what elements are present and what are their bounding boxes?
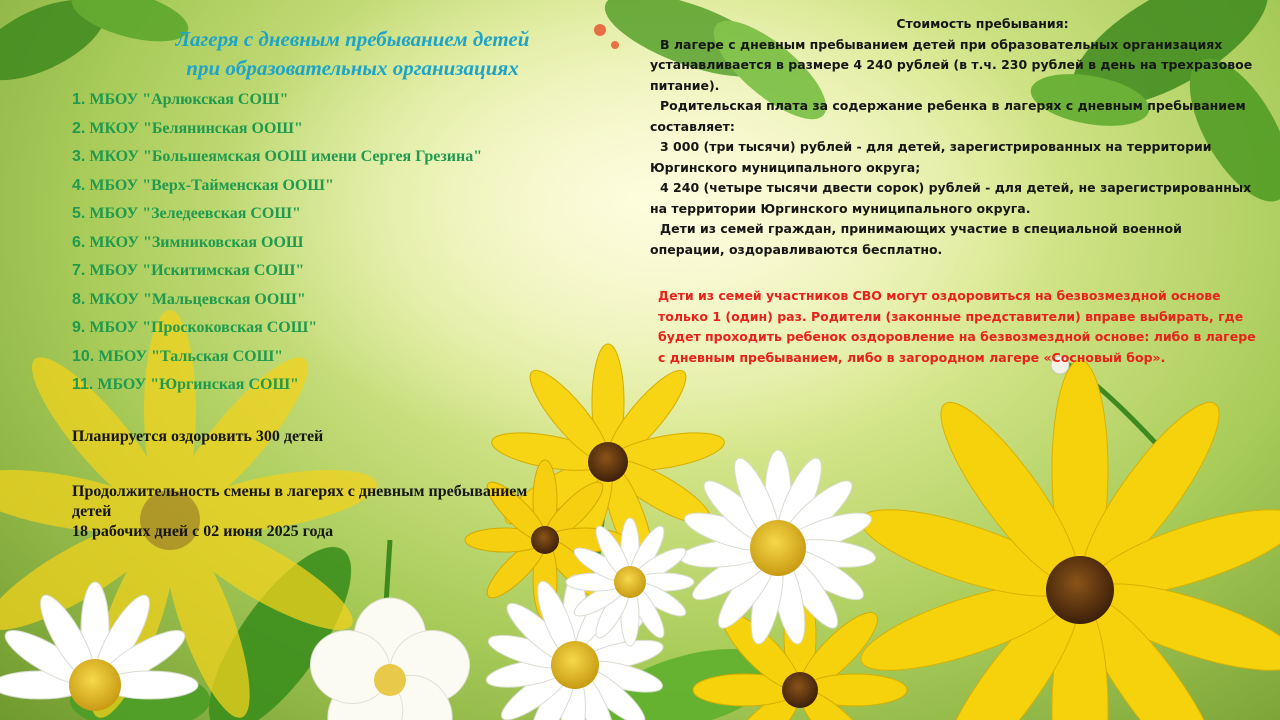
- shift-duration-line-3: 18 рабочих дней с 02 июня 2025 года: [72, 523, 334, 540]
- list-item: [72, 200, 482, 229]
- list-item: [72, 343, 482, 372]
- camp-list: [72, 86, 482, 400]
- list-item-number: 5.: [72, 205, 86, 222]
- shift-duration-line-2: детей: [72, 503, 112, 520]
- list-item: [72, 115, 482, 144]
- cost-paragraph: Родительская плата за содержание ребенка в лагерях с дневным пребыванием составляет:: [650, 98, 1246, 134]
- list-item: [72, 172, 482, 201]
- list-item-number: 1.: [72, 91, 86, 108]
- list-item: [72, 229, 482, 258]
- list-item-name: МКОУ "Зимниковская ООШ: [85, 233, 304, 251]
- list-item-number: 2.: [72, 119, 86, 137]
- list-item-name: МБОУ "Тальская СОШ": [94, 347, 284, 365]
- list-item: [72, 143, 482, 172]
- list-item-name: МКОУ "Большеямская ООШ имени Сергея Грезина": [85, 148, 483, 165]
- list-item: [72, 286, 482, 315]
- list-item: [72, 371, 482, 400]
- yellow-flower-large: [853, 360, 1280, 720]
- list-item-name: МКОУ "Мальцевская ООШ": [85, 290, 306, 308]
- svo-notice: Дети из семей участников СВО могут оздоровиться на безвозмездной основе только 1 (один) раз. Родители (законные представители) вправе выбирать, где будет проходить ребенок оздоровление на безвозмездной основе: либо в лагере с дневным пребыванием, либо в загородном лагере «Сосновый бор».: [658, 288, 1256, 365]
- daisy-center: [679, 450, 877, 647]
- page-title-line-1: Лагеря с дневным пребыванием детей: [175, 27, 530, 51]
- list-item: [72, 257, 482, 286]
- list-item-number: 9.: [72, 319, 86, 336]
- list-item-number: 7.: [72, 262, 86, 279]
- cost-paragraph: В лагере с дневным пребыванием детей при образовательных организациях устанавливается в размере 4 240 рублей (в т.ч. 230 рублей в день на трехразовое питание).: [650, 36, 1253, 93]
- list-item-number: 4.: [72, 176, 86, 194]
- plan-text: Планируется оздоровить 300 детей: [72, 428, 324, 445]
- list-item-number: 8.: [72, 290, 86, 308]
- cost-paragraph: 3 000 (три тысячи) рублей - для детей, зарегистрированных на территории Юргинского муниципального округа;: [650, 139, 1212, 175]
- list-item-number: 11.: [72, 376, 94, 393]
- list-item: [72, 86, 482, 115]
- cost-paragraph: Дети из семей граждан, принимающих участие в специальной военной операции, оздоравливаются бесплатно.: [650, 221, 1182, 257]
- list-item-name: МБОУ "Юргинская СОШ": [93, 376, 299, 393]
- shift-duration-line-1: Продолжительность смены в лагерях с дневным пребыванием: [72, 483, 528, 500]
- list-item-name: МБОУ "Зеледеевская СОШ": [85, 205, 301, 222]
- list-item-number: 6.: [72, 233, 86, 251]
- page-title: [120, 25, 585, 83]
- list-item-number: 10.: [72, 347, 95, 365]
- list-item-name: МКОУ "Белянинская ООШ": [85, 119, 303, 137]
- list-item-number: 3.: [72, 148, 86, 165]
- page-title-line-2: при образовательных организациях: [186, 56, 519, 80]
- cost-section: [650, 14, 1255, 260]
- cost-paragraph: 4 240 (четыре тысячи двести сорок) рублей - для детей, не зарегистрированных на территории Юргинского муниципального округа.: [650, 180, 1252, 216]
- list-item-name: МБОУ "Арлюкская СОШ": [85, 91, 289, 108]
- list-item-name: МБОУ "Верх-Тайменская ООШ": [85, 176, 334, 194]
- list-item-name: МБОУ "Искитимская СОШ": [85, 262, 305, 279]
- shift-duration: [72, 482, 632, 542]
- list-item-name: МБОУ "Проскоковская СОШ": [85, 319, 318, 336]
- list-item: [72, 314, 482, 343]
- cost-heading: Стоимость пребывания:: [896, 16, 1069, 31]
